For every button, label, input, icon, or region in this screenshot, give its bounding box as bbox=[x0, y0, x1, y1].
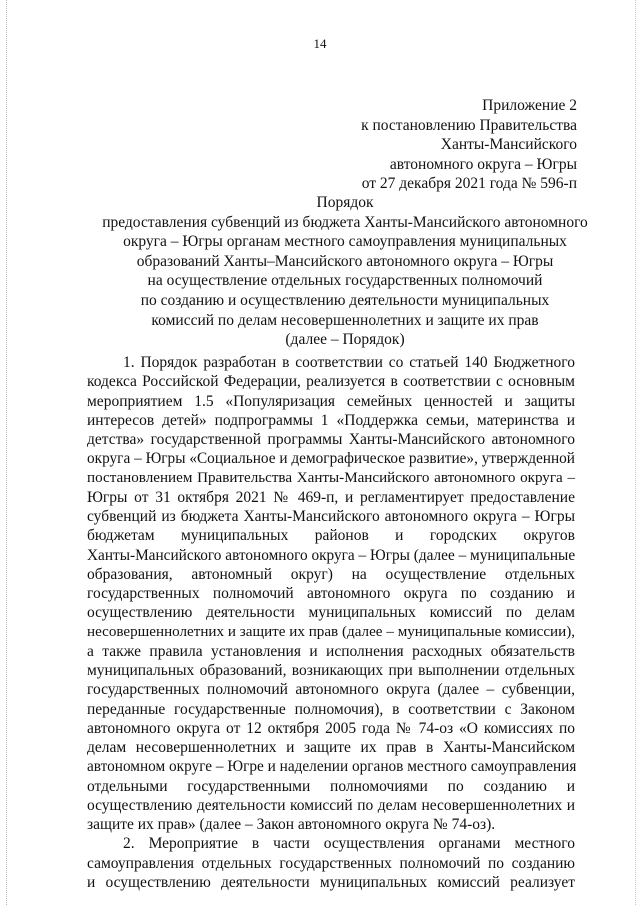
paragraph-1-line: осуществлению деятельности комиссий по делам несовершеннолетних и bbox=[87, 796, 575, 814]
title-line: образований Ханты–Мансийского автономного округа – Югры bbox=[136, 252, 554, 270]
page-number: 14 bbox=[313, 36, 327, 51]
paragraph-1-line: мероприятием 1.5 «Популяризация семейных ценностей и защиты bbox=[87, 392, 575, 410]
annex-line: от 27 декабря 2021 года № 596-п bbox=[361, 175, 577, 193]
paragraph-1-line: кодекса Российской Федерации, реализуется в соответствии с основным bbox=[87, 373, 575, 391]
paragraph-1-line: переданные государственные полномочия), в соответствии с Законом bbox=[87, 700, 575, 718]
paragraph-1-line: субвенций из бюджета Ханты-Мансийского автономного округа – Югры bbox=[87, 508, 575, 525]
paragraph-1-line: автономного округа от 12 октября 2005 года № 74-оз «О комиссиях по bbox=[87, 719, 575, 737]
paragraph-1-line: автономном округе – Югре и наделении органов местного самоуправления bbox=[87, 758, 577, 776]
page-left-edge bbox=[6, 0, 7, 905]
annex-line: Приложение 2 bbox=[482, 97, 577, 114]
paragraph-1-line: а также правила установления и исполнения расходных обязательств bbox=[87, 642, 575, 660]
title-line: округа – Югры органам местного самоуправления муниципальных bbox=[123, 233, 567, 251]
annex-line: автономного округа – Югры bbox=[389, 155, 577, 173]
paragraph-2-line: самоуправления отдельных государственных полномочий по созданию bbox=[87, 854, 575, 872]
title-line: Порядок bbox=[316, 194, 374, 211]
paragraph-1-line: несовершеннолетних и защите их прав (далее – муниципальные комиссии), bbox=[87, 623, 575, 640]
paragraph-2-line: 2. Мероприятие в части осуществления органами местного bbox=[123, 835, 575, 853]
annex-line: к постановлению Правительства bbox=[361, 116, 577, 134]
paragraph-1-line: округа – Югры «Социальное и демографическое развитие», утвержденной bbox=[87, 450, 575, 468]
paragraph-1-line: муниципальных образований, возникающих при выполнении отдельных bbox=[87, 662, 575, 679]
paragraph-1-line: Ханты-Мансийского автономного округа – Югры (далее – муниципальные bbox=[87, 546, 576, 564]
title-line: на осуществление отдельных государственных полномочий bbox=[147, 272, 543, 290]
paragraph-1-line: 1. Порядок разработан в соответствии со статьей 140 Бюджетного bbox=[123, 354, 575, 371]
paragraph-1-line: интересов детей» подпрограммы 1 «Поддержка семьи, материнства и bbox=[87, 411, 575, 429]
page-right-edge bbox=[635, 0, 636, 905]
annex-header bbox=[361, 96, 577, 194]
paragraph-1-line: отдельными государственными полномочиями по созданию и bbox=[87, 777, 575, 795]
title-line: (далее – Порядок) bbox=[285, 331, 405, 349]
paragraph-1-line: осуществлению деятельности муниципальных комиссий по делам bbox=[87, 604, 575, 622]
paragraph-1-line: образования, автономный округ) на осуществление отдельных bbox=[87, 565, 575, 583]
paragraph-1-line: бюджетам муниципальных районов и городских округов bbox=[87, 527, 575, 545]
paragraph-1-line: государственных полномочий автономного округа по созданию и bbox=[87, 585, 575, 602]
paragraph-1-line: государственных полномочий автономного округа (далее – субвенции, bbox=[87, 681, 575, 699]
paragraph-2-line: и осуществлению деятельности муниципальных комиссий реализует bbox=[87, 873, 575, 891]
title-line: предоставления субвенций из бюджета Ханты-Мансийского автономного bbox=[102, 213, 588, 231]
body-text bbox=[87, 353, 575, 892]
paragraph-1-line: детства» государственной программы Ханты-Мансийского автономного bbox=[87, 431, 575, 448]
paragraph-1-line: Югры от 31 октября 2021 № 469-п, и регламентирует предоставление bbox=[87, 488, 575, 506]
paragraph-1-line: защите их прав» (далее – Закон автономного округа № 74-оз). bbox=[87, 816, 496, 833]
paragraph-1-line: постановлением Правительства Ханты-Мансийского автономного округа – bbox=[87, 469, 575, 486]
annex-line: Ханты-Мансийского bbox=[440, 136, 577, 154]
paragraph-1-line: делам несовершеннолетних и защите их прав в Ханты-Мансийском bbox=[87, 739, 575, 756]
document-title bbox=[95, 193, 595, 350]
title-line: по созданию и осуществлению деятельности муниципальных bbox=[140, 291, 550, 309]
title-line: комиссий по делам несовершеннолетних и защите их прав bbox=[151, 311, 539, 329]
